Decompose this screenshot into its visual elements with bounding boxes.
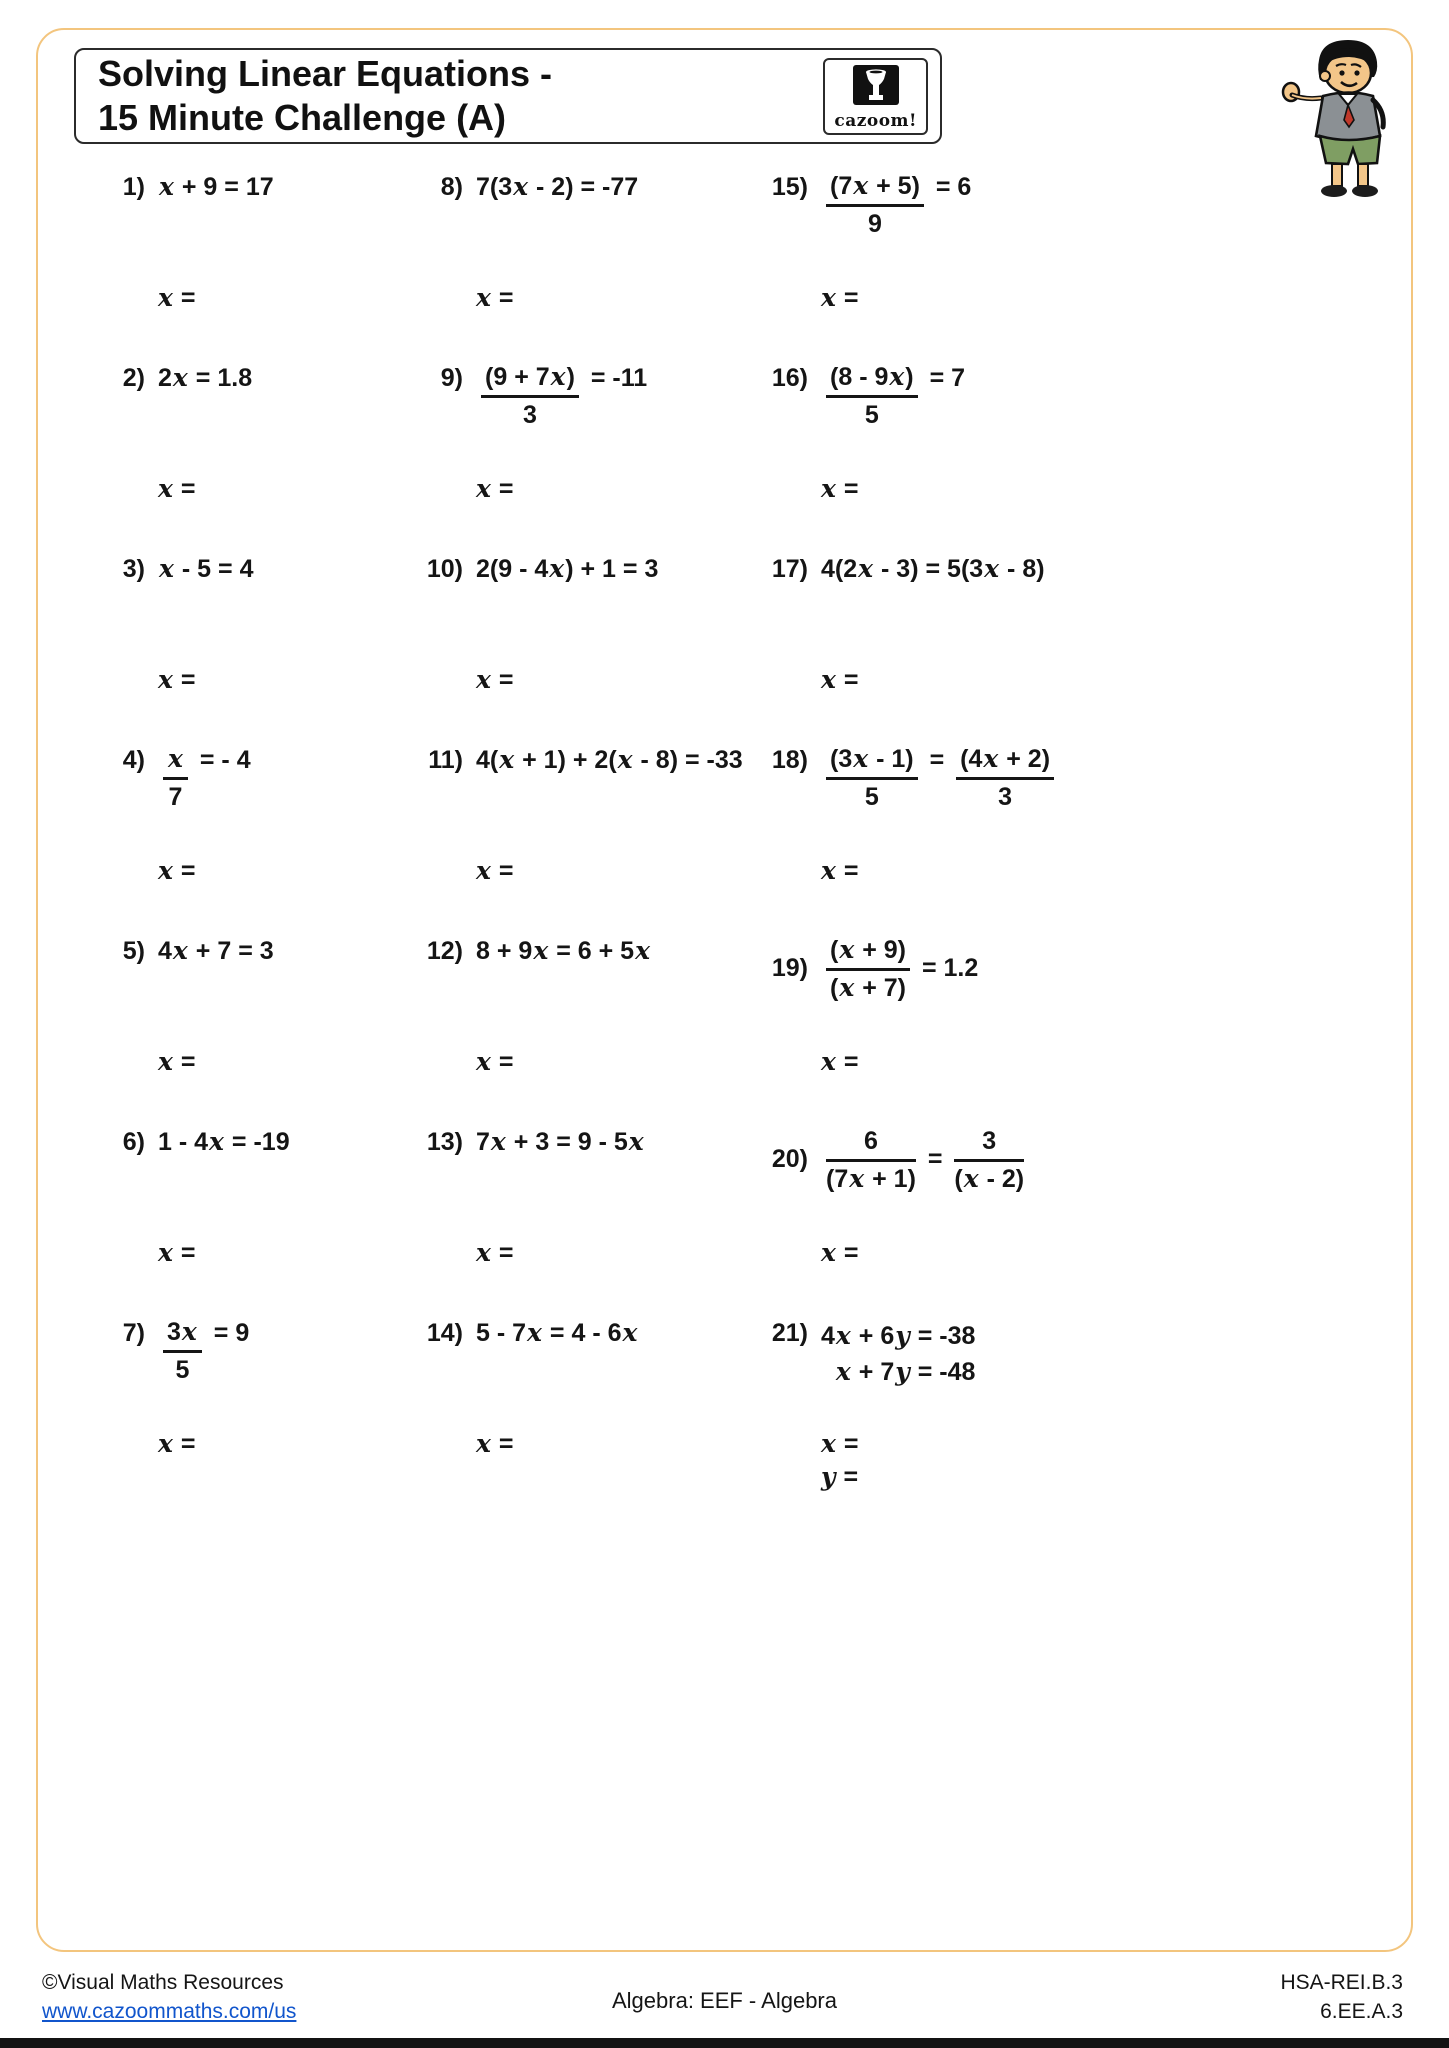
answer-blank: x = [821, 1047, 859, 1076]
problem-number: 11) [428, 746, 463, 774]
variable-x: x [527, 1318, 542, 1347]
variable-y: y [821, 1461, 836, 1491]
fraction: $\frac{x}{7}$ [163, 745, 188, 812]
variable-x: x [821, 856, 836, 885]
variable-x: x [835, 1321, 851, 1350]
problem-number: 7) [122, 1319, 145, 1347]
problem-number: 19) [771, 953, 808, 982]
variable-x: x [209, 1127, 224, 1156]
page-title-line2: 15 Minute Challenge (A) [98, 97, 507, 138]
variable-x: x [889, 362, 905, 391]
variable-x: x [158, 1238, 173, 1267]
fraction: $\frac{6}{(7x + 1)}$ [826, 1127, 916, 1193]
problem-cell-3 [95, 554, 413, 745]
variable-x: x [158, 1047, 173, 1076]
problem-cell-5 [95, 936, 413, 1127]
problem-number: 12) [426, 937, 463, 965]
answer-area [157, 1046, 195, 1079]
problem-statement [758, 745, 1138, 812]
answer-area [157, 1237, 195, 1270]
problem-expression: x + 9 = 17 [159, 172, 274, 201]
variable-x: x [550, 362, 566, 391]
variable-x: x [849, 1163, 865, 1193]
variable-x: x [628, 1127, 644, 1156]
problem-expression: 7(3x - 2) = -77 [476, 172, 639, 201]
variable-x: x [622, 1318, 638, 1347]
standard-code-2: 6.EE.A.3 [1320, 1999, 1403, 2023]
problem-expression: 2x = 1.8 [158, 363, 253, 392]
variable-x: x [159, 554, 174, 583]
variable-x: x [158, 474, 173, 503]
problem-expression: $\frac{(x + 9)}{(x + 7)}$ = 1.2 [821, 954, 978, 982]
variable-x: x [158, 665, 173, 694]
problem-expression: $\frac{(7x + 5)}{9}$ = 6 [821, 173, 971, 201]
problem-expression: $\frac{6}{(7x + 1)}$ = $\frac{3}{(x - 2)}$ [826, 1127, 1025, 1193]
problem-expression: x - 5 = 4 [159, 554, 254, 583]
variable-x: x [853, 171, 869, 200]
problem-cell-6 [95, 1127, 413, 1318]
problem-statement [758, 363, 1138, 430]
answer-blank: x = [821, 1238, 859, 1267]
problem-expression: 7x + 3 = 9 - 5x [476, 1127, 644, 1156]
problem-statement [758, 554, 1138, 584]
answer-area [157, 282, 195, 315]
answer-blank: x = [158, 283, 196, 312]
answer-area [820, 282, 858, 315]
problem-statement [413, 936, 758, 966]
problem-expression: $\frac{(3x - 1)}{5}$ = $\frac{(4x + 2)}{3}$ [821, 746, 1059, 774]
fraction: $\frac{(7x + 5)}{9}$ [826, 172, 924, 239]
fraction: $\frac{(9 + 7x)}{3}$ [481, 363, 579, 430]
problem-number: 3) [122, 555, 145, 583]
problem-statement [413, 363, 758, 430]
answer-blank: x = [476, 1238, 514, 1267]
problem-number: 4) [122, 746, 145, 774]
copyright-text: ©Visual Maths Resources [42, 1971, 284, 1995]
answer-blank: x = [476, 665, 514, 694]
problem-statement [95, 554, 413, 584]
problem-number: 13) [426, 1128, 463, 1156]
problem-statement [758, 936, 1138, 1003]
variable-x: x [821, 1047, 836, 1076]
variable-x: x [858, 554, 874, 583]
problem-cell-11 [413, 745, 758, 936]
problem-cell-10 [413, 554, 758, 745]
problem-expression: 8 + 9x = 6 + 5x [476, 936, 650, 965]
problem-statement [413, 745, 758, 775]
variable-y: y [895, 1357, 910, 1387]
answer-blank: x = [158, 1238, 196, 1267]
answer-area [475, 282, 513, 315]
problem-statement [758, 1318, 1138, 1391]
problem-expression: 4(x + 1) + 2(x - 8) = -33 [476, 745, 743, 774]
variable-x: x [839, 935, 855, 964]
problem-cell-1 [95, 172, 413, 363]
variable-x: x [533, 936, 549, 965]
variable-x: x [476, 1429, 491, 1458]
problem-statement [95, 172, 413, 202]
problem-cell-16 [758, 363, 1138, 554]
problem-expression: 2(9 - 4x) + 1 = 3 [476, 554, 659, 583]
problem-cell-12 [413, 936, 758, 1127]
answer-blank: x = [476, 1429, 514, 1458]
cazoom-drum-icon [853, 65, 899, 110]
variable-x: x [821, 283, 836, 312]
problems-grid [95, 172, 1138, 1509]
variable-x: x [549, 554, 565, 583]
problem-number: 16) [771, 364, 808, 392]
problem-cell-21 [758, 1318, 1138, 1509]
problem-cell-15 [758, 172, 1138, 363]
answer-blank: x = [821, 665, 859, 694]
problem-cell-20 [758, 1127, 1138, 1318]
answer-blank: x = [821, 856, 859, 885]
variable-x: x [513, 172, 529, 201]
boy-mascot-icon [1281, 36, 1403, 204]
fraction: $\frac{(4x + 2)}{3}$ [956, 745, 1054, 812]
cazoom-logo-text: cazoom! [834, 110, 917, 131]
variable-x: x [158, 283, 173, 312]
answer-area [820, 1046, 858, 1079]
variable-x: x [821, 1429, 836, 1458]
answer-blank: x = [821, 283, 859, 312]
variable-x: x [476, 1047, 491, 1076]
problem-number: 1) [122, 173, 145, 201]
problem-expression [821, 1319, 976, 1387]
variable-x: x [476, 283, 491, 312]
problem-cell-8 [413, 172, 758, 363]
problem-cell-17 [758, 554, 1138, 745]
answer-area [475, 664, 513, 697]
footer-standards [1280, 1969, 1403, 2026]
variable-x: x [158, 856, 173, 885]
fraction: $\frac{(8 - 9x)}{5}$ [826, 363, 918, 430]
variable-x: x [181, 1317, 197, 1346]
variable-x: x [172, 936, 188, 965]
answer-area [475, 1046, 513, 1079]
problem-number: 17) [771, 555, 808, 583]
problem-cell-19 [758, 936, 1138, 1127]
problem-statement [95, 1318, 413, 1385]
variable-x: x [853, 744, 869, 773]
answer-area [475, 1428, 513, 1461]
problem-cell-13 [413, 1127, 758, 1318]
problem-statement [413, 172, 758, 202]
problem-expression: 4(2x - 3) = 5(3x - 8) [821, 554, 1045, 583]
problem-statement [413, 1127, 758, 1157]
variable-x: x [821, 1238, 836, 1267]
problem-expression: $\frac{3x}{5}$ = 9 [158, 1319, 249, 1347]
variable-x: x [499, 745, 515, 774]
problem-expression: 5 - 7x = 4 - 6x [476, 1318, 638, 1347]
answer-blank: x = [158, 665, 196, 694]
variable-x: x [963, 1163, 979, 1193]
waving-boy-illustration [1281, 36, 1403, 204]
answer-area [820, 664, 858, 697]
problem-expression: 1 - 4x = -19 [158, 1127, 290, 1156]
answer-blank: x = [821, 1429, 859, 1458]
answer-area [157, 1428, 195, 1461]
answer-area [157, 855, 195, 888]
answer-area [475, 855, 513, 888]
answer-area [820, 473, 858, 506]
fraction: $\frac{3x}{5}$ [163, 1318, 202, 1385]
footer-category: Algebra: EEF - Algebra [611, 1988, 837, 2013]
standard-code-1: HSA-REI.B.3 [1280, 1971, 1403, 1995]
answer-area [820, 1428, 858, 1493]
variable-x: x [476, 665, 491, 694]
answer-area [157, 664, 195, 697]
variable-x: x [159, 172, 174, 201]
problem-statement [413, 554, 758, 584]
problem-expression: $\frac{(8 - 9x)}{5}$ = 7 [821, 364, 965, 392]
variable-x: x [983, 744, 999, 773]
variable-x: x [158, 1429, 173, 1458]
fraction: $\frac{(x + 9)}{(x + 7)}$ [826, 936, 910, 1003]
equation-system: 4x + 6y = -38 x + 7y = -48 [821, 1321, 976, 1387]
answer-area [475, 473, 513, 506]
problem-number: 5) [122, 937, 145, 965]
problem-statement [95, 745, 413, 812]
variable-x: x [835, 1357, 851, 1387]
problem-statement [758, 172, 1138, 239]
problem-number: 18) [771, 746, 808, 774]
problem-cell-2 [95, 363, 413, 554]
problem-cell-18 [758, 745, 1138, 936]
title-box [74, 48, 942, 144]
problem-number: 6) [122, 1128, 145, 1156]
page-title-line1: Solving Linear Equations - [98, 53, 553, 95]
problem-statement [95, 936, 413, 966]
problem-number: 15) [771, 173, 808, 201]
problem-number: 21) [771, 1319, 808, 1347]
problem-cell-7 [95, 1318, 413, 1509]
problem-statement [413, 1318, 758, 1348]
answer-blank: x = [158, 1047, 196, 1076]
variable-x: x [821, 474, 836, 503]
answer-blank: x = [158, 474, 196, 503]
variable-x: x [839, 972, 855, 1002]
problem-number: 9) [440, 364, 463, 392]
problem-statement [95, 1127, 413, 1157]
answer-blank: x = [476, 856, 514, 885]
answer-blank: x = [476, 1047, 514, 1076]
problem-number: 10) [426, 555, 463, 583]
variable-x: x [172, 363, 188, 392]
answer-blank: x = [821, 474, 859, 503]
problem-statement [758, 1127, 1138, 1194]
problem-statement [95, 363, 413, 393]
cazoom-website-link[interactable]: www.cazoommaths.com/us [42, 1999, 297, 2023]
cazoom-logo [823, 58, 928, 135]
answer-blank: y = [821, 1461, 859, 1491]
variable-x: x [635, 936, 650, 965]
problem-cell-9 [413, 363, 758, 554]
answer-blank: x = [158, 1429, 196, 1458]
answer-area [820, 855, 858, 888]
problem-expression: 4x + 7 = 3 [158, 936, 274, 965]
variable-x: x [168, 744, 183, 773]
variable-x: x [476, 1238, 491, 1267]
problem-number: 8) [440, 173, 463, 201]
fraction: $\frac{3}{(x - 2)}$ [954, 1127, 1025, 1193]
answer-area [820, 1237, 858, 1270]
problem-cell-14 [413, 1318, 758, 1509]
answer-blank: x = [158, 856, 196, 885]
variable-x: x [821, 665, 836, 694]
fraction: $\frac{(3x - 1)}{5}$ [826, 745, 918, 812]
problem-expression: $\frac{(9 + 7x)}{3}$ = -11 [476, 364, 647, 392]
problem-number: 2) [122, 364, 145, 392]
variable-y: y [895, 1321, 910, 1350]
variable-x: x [476, 474, 491, 503]
page-bottom-bar [0, 2038, 1449, 2048]
variable-x: x [617, 745, 633, 774]
answer-area [475, 1237, 513, 1270]
variable-x: x [490, 1127, 506, 1156]
problem-cell-4 [95, 745, 413, 936]
answer-blank: x = [476, 474, 514, 503]
page-title [98, 52, 552, 140]
answer-area [157, 473, 195, 506]
answer-blank: x = [476, 283, 514, 312]
variable-x: x [476, 856, 491, 885]
problem-expression: $\frac{x}{7}$ = - 4 [158, 746, 251, 774]
problem-number: 14) [426, 1319, 463, 1347]
problem-number: 20) [771, 1144, 808, 1173]
variable-x: x [984, 554, 1000, 583]
